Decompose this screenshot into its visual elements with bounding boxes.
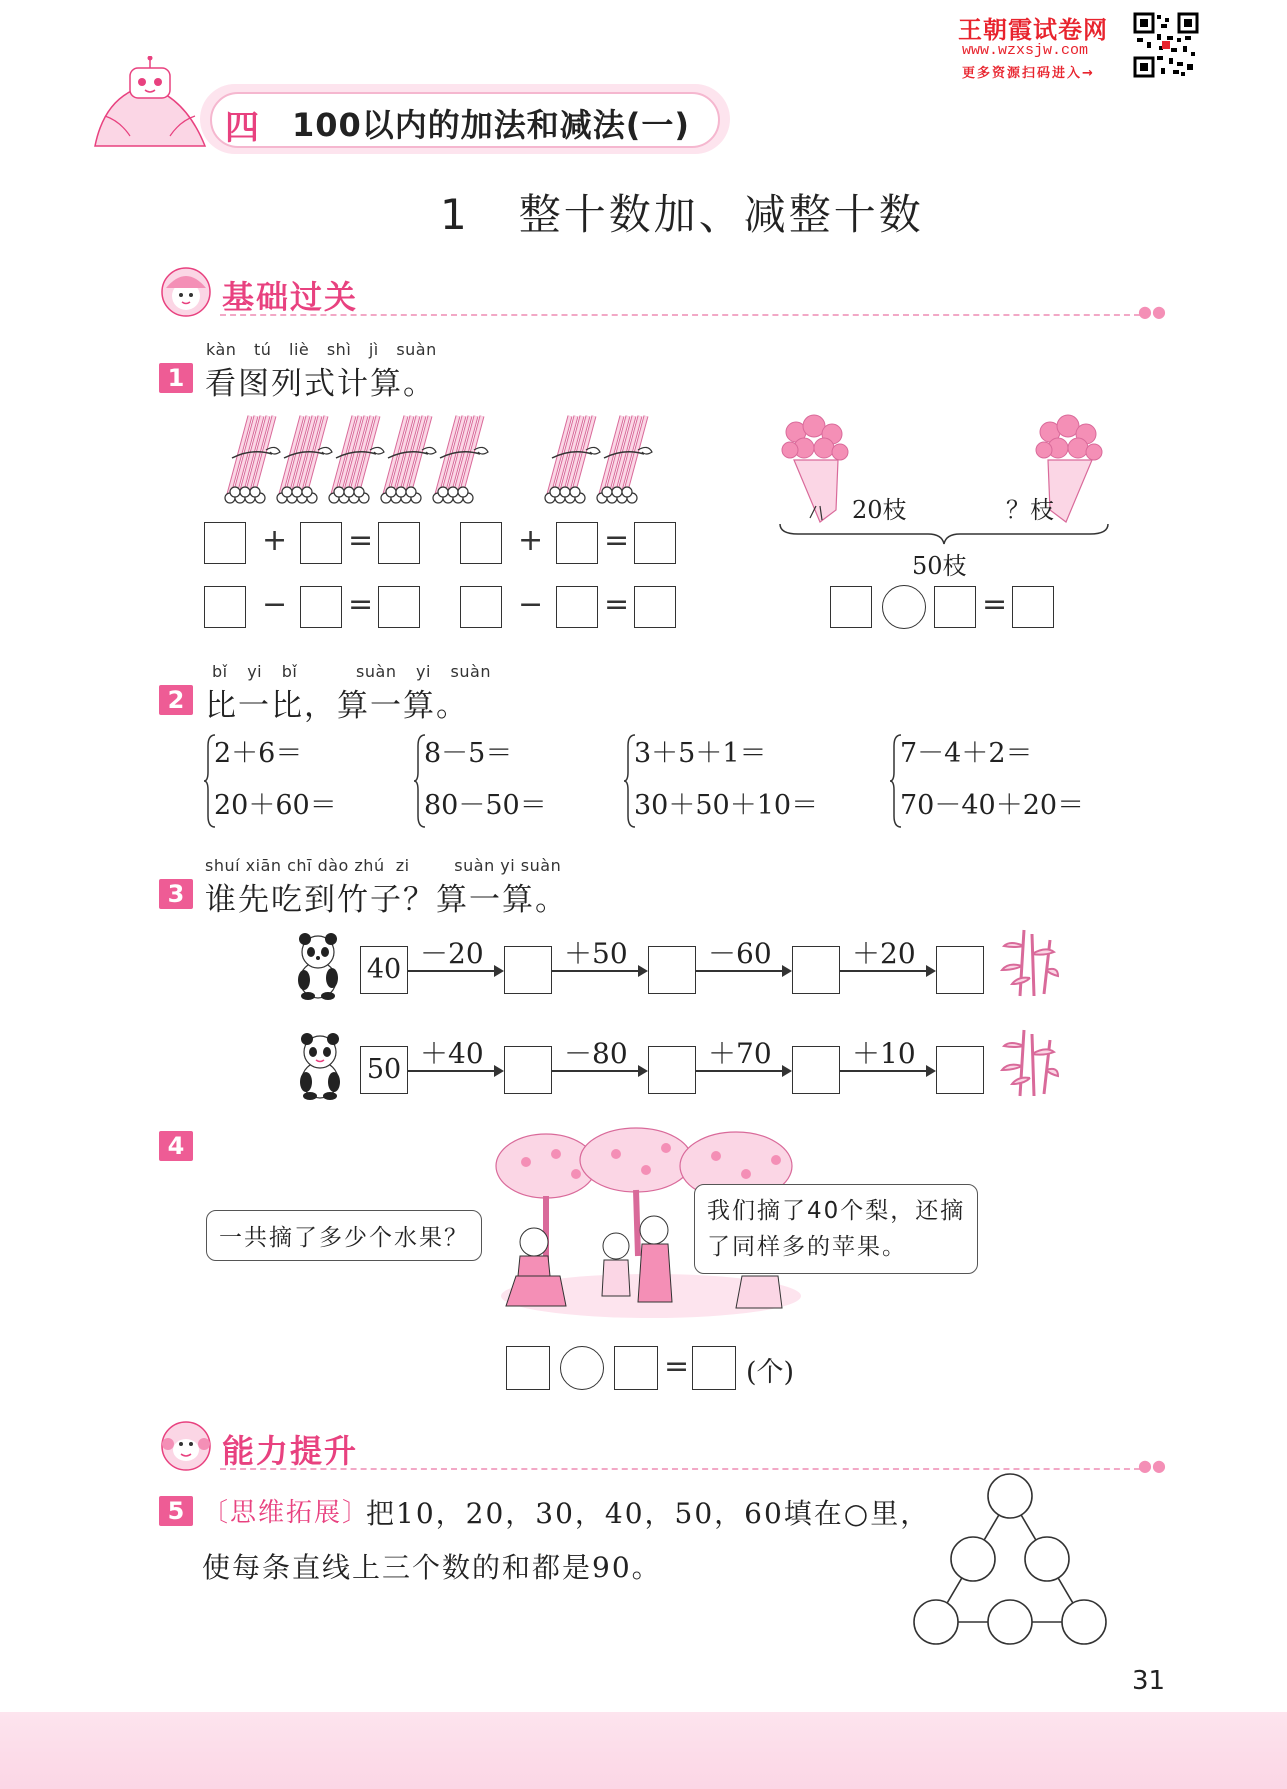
divider-dots: ●● <box>1138 1456 1166 1475</box>
flower-right-label: ？枝 <box>1006 496 1054 524</box>
q2-g4-bottom: 70－40＋20＝ <box>900 790 1085 821</box>
q2-g2-top: 8－5＝ <box>424 738 513 769</box>
chapter-title: 100以内的加法和减法(一) <box>292 106 691 144</box>
q4-unit: (个) <box>746 1357 795 1388</box>
q4-bubble-right-line1: 我们摘了40个梨，还摘 <box>707 1198 966 1224</box>
puzzle-circle-bottom-right <box>1062 1600 1106 1644</box>
puzzle-circle-top <box>988 1474 1032 1518</box>
chain2-box-4[interactable] <box>936 1046 984 1094</box>
chain1-box-1[interactable] <box>504 946 552 994</box>
q4-op-circle[interactable] <box>560 1346 604 1390</box>
q3-pinyin: shuí xiān chī dào zhú zi suàn yi suàn <box>205 856 562 875</box>
divider-dots: ●● <box>1138 302 1166 321</box>
q1-number: 1 <box>159 363 193 393</box>
q5-text-line1: 把10，20，30，40，50，60填在○里， <box>366 1497 931 1530</box>
q2-group-2 <box>414 728 547 832</box>
q4-equals: = <box>664 1349 690 1384</box>
monkey-face-icon <box>160 1420 212 1472</box>
q1-equals-c: = <box>348 587 374 622</box>
q2-instruction: 比一比，算一算。 <box>205 688 469 724</box>
q4-bubble-right <box>694 1184 978 1274</box>
chain1-start: 40 <box>360 946 408 994</box>
q3-instruction: 谁先吃到竹子？算一算。 <box>205 882 568 918</box>
q1-minus-c: − <box>262 587 288 622</box>
q1-box-d2[interactable] <box>556 586 598 628</box>
chain2-box-2[interactable] <box>648 1046 696 1094</box>
section-basic-title: 基础过关 <box>222 278 359 316</box>
q2-group-3 <box>624 728 818 832</box>
q1-box-b3[interactable] <box>634 522 676 564</box>
q1-plus-b: + <box>518 523 544 558</box>
chain1-op-2: ＋50 <box>564 937 628 970</box>
q1-box-a1[interactable] <box>204 522 246 564</box>
q2-pinyin: bǐ yi bǐ suàn yi suàn <box>212 662 491 681</box>
q1-box-c3[interactable] <box>378 586 420 628</box>
stick-bundles-illustration <box>220 408 670 506</box>
bamboo-icon <box>1000 926 1060 998</box>
q3-number: 3 <box>159 879 193 909</box>
chain2-start: 50 <box>360 1046 408 1094</box>
bamboo-icon <box>1000 1026 1060 1098</box>
chapter-number: 四 <box>225 108 259 148</box>
q1-equals-d: = <box>604 587 630 622</box>
girl-face-icon <box>160 266 212 318</box>
q1-instruction: 看图列式计算。 <box>205 366 436 402</box>
flower-total-label: 50枝 <box>912 552 967 580</box>
q2-g3-top: 3＋5＋1＝ <box>634 738 767 769</box>
q4-box3[interactable] <box>692 1346 736 1390</box>
q4-box2[interactable] <box>614 1346 658 1390</box>
q4-box1[interactable] <box>506 1346 550 1390</box>
q1-flower-box3[interactable] <box>1012 586 1054 628</box>
q4-bubble-left: 一共摘了多少个水果？ <box>206 1210 482 1261</box>
chain1-op-3: －60 <box>708 937 772 970</box>
q1-flower-box2[interactable] <box>934 586 976 628</box>
chain1-op-1: －20 <box>420 937 484 970</box>
q1-box-c2[interactable] <box>300 586 342 628</box>
q5-text-line2: 使每条直线上三个数的和都是90。 <box>202 1551 662 1584</box>
q1-box-b1[interactable] <box>460 522 502 564</box>
q1-equals-b: = <box>604 523 630 558</box>
q2-g1-bottom: 20＋60＝ <box>214 790 337 821</box>
chain1-box-2[interactable] <box>648 946 696 994</box>
q1-box-a2[interactable] <box>300 522 342 564</box>
panda-icon <box>294 1030 346 1100</box>
q2-group-1 <box>204 728 337 832</box>
q2-g1-top: 2＋6＝ <box>214 738 303 769</box>
puzzle-circle-mid-left <box>951 1537 995 1581</box>
q2-group-4 <box>890 728 1084 832</box>
triangle-circles-puzzle <box>910 1472 1110 1648</box>
q2-g2-bottom: 80－50＝ <box>424 790 547 821</box>
section-advanced-divider <box>220 1468 1140 1470</box>
chain1-op-4: ＋20 <box>852 937 916 970</box>
brand-url[interactable]: www.wzxsjw.com <box>962 42 1089 59</box>
flower-left-label: 20枝 <box>852 496 907 524</box>
q1-flower-op-circle[interactable] <box>882 585 926 629</box>
q1-plus-a: + <box>262 523 288 558</box>
q1-box-d3[interactable] <box>634 586 676 628</box>
lesson-title: 1 整十数加、减整十数 <box>440 190 924 239</box>
q5-tag: 〔思维拓展〕 <box>202 1498 371 1528</box>
q5-number: 5 <box>159 1496 193 1526</box>
q2-brace-1 <box>204 734 216 828</box>
q2-brace-3 <box>624 734 636 828</box>
qr-code-icon[interactable] <box>1133 12 1199 78</box>
chain2-op-2: －80 <box>564 1037 628 1070</box>
brand-tagline: 更多资源扫码进入→ <box>962 66 1095 81</box>
page-number: 31 <box>1132 1666 1166 1696</box>
flower-bouquet-left-icon <box>776 410 856 525</box>
q1-box-c1[interactable] <box>204 586 246 628</box>
q1-box-a3[interactable] <box>378 522 420 564</box>
chain2-op-4: ＋10 <box>852 1037 916 1070</box>
chain1-box-3[interactable] <box>792 946 840 994</box>
q2-brace-4 <box>890 734 902 828</box>
chain1-box-4[interactable] <box>936 946 984 994</box>
section-advanced-title: 能力提升 <box>222 1432 359 1470</box>
chain2-box-3[interactable] <box>792 1046 840 1094</box>
section-basic-divider <box>220 314 1140 316</box>
q1-flower-box1[interactable] <box>830 586 872 628</box>
brand-block <box>958 10 1134 80</box>
puzzle-circle-mid-right <box>1025 1537 1069 1581</box>
chain2-box-1[interactable] <box>504 1046 552 1094</box>
chain2-op-3: ＋70 <box>708 1037 772 1070</box>
chain2-op-1: ＋40 <box>420 1037 484 1070</box>
q1-box-d1[interactable] <box>460 586 502 628</box>
footer-band <box>0 1712 1287 1789</box>
q1-box-b2[interactable] <box>556 522 598 564</box>
q2-number: 2 <box>159 685 193 715</box>
puzzle-circle-bottom-left <box>914 1600 958 1644</box>
q1-minus-d: − <box>518 587 544 622</box>
q1-flower-equals: = <box>982 587 1008 622</box>
q4-bubble-right-line2: 了同样多的苹果。 <box>707 1234 907 1260</box>
flower-total-brace <box>778 522 1110 546</box>
puzzle-circle-bottom-mid <box>988 1600 1032 1644</box>
q2-g4-top: 7－4＋2＝ <box>900 738 1033 769</box>
panda-icon <box>292 930 344 1000</box>
brand-name: 王朝霞试卷网 <box>958 16 1108 44</box>
q4-number: 4 <box>159 1131 193 1161</box>
q2-g3-bottom: 30＋50＋10＝ <box>634 790 819 821</box>
q2-brace-2 <box>414 734 426 828</box>
q1-equals-a: = <box>348 523 374 558</box>
q1-pinyin: kàn tú liè shì jì suàn <box>206 340 437 359</box>
